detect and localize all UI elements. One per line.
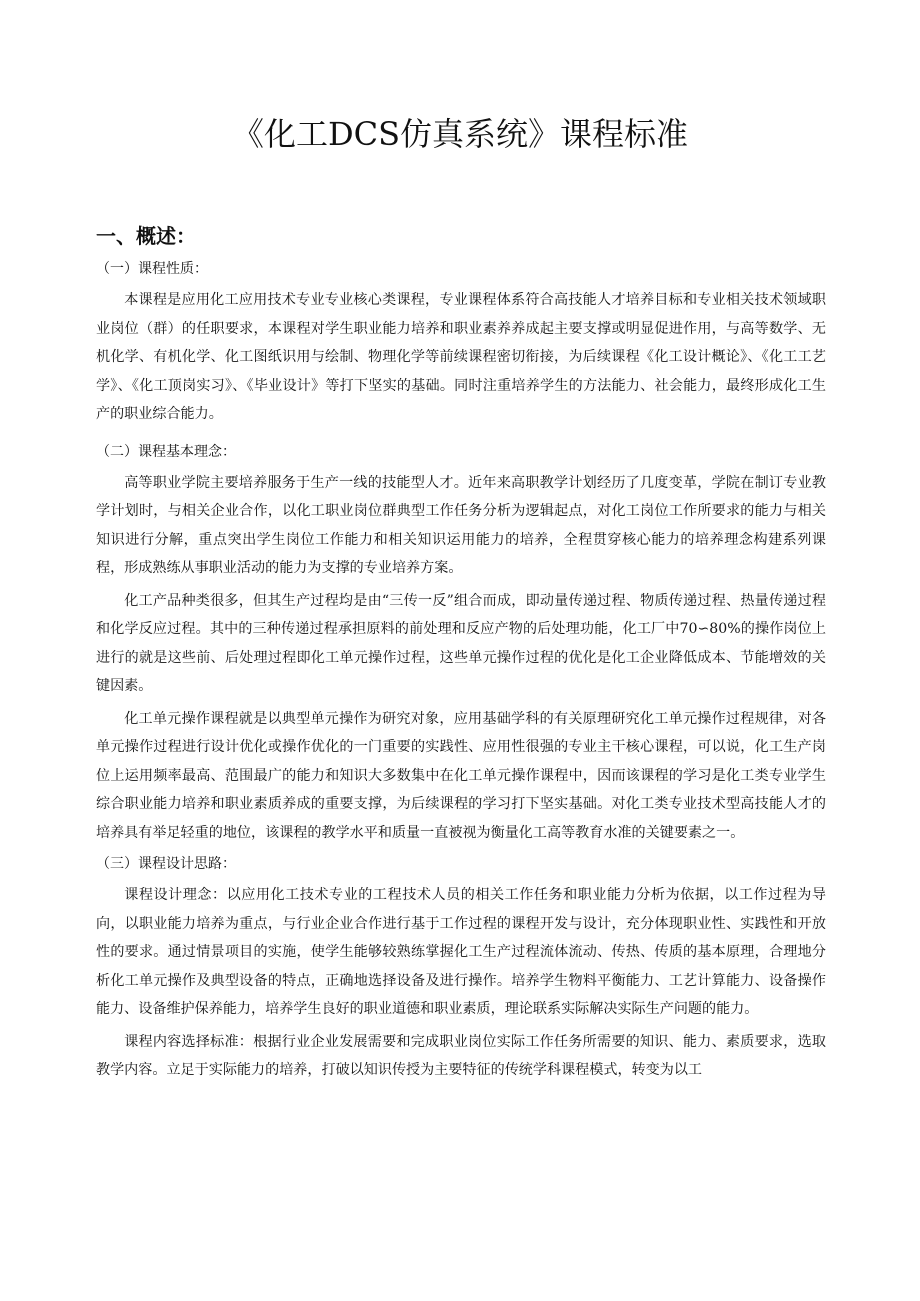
document-title: 《化工DCS仿真系统》课程标准: [231, 115, 689, 153]
subsection-heading-basic-concept: （二）课程基本理念：: [96, 443, 236, 460]
paragraph: 化工单元操作课程就是以典型单元操作为研究对象，应用基础学科的有关原理研究化工单元操作过程规律，对各单元操作过程进行设计优化或操作优化的一门重要的实践性、应用性很强的专业主干核心课程，可以说，化工生产岗位上运用频率最高、范围最广的能力和知识大多数集中在化工单元操作课程中，因而该课程的学习是化工类专业学生综合职业能力培养和职业素质养成的重要支撑，为后续课程的学习打下坚实基础。对化工类专业技术型高技能人才的培养具有举足轻重的地位，该课程的教学水平和质量一直被视为衡量化工高等教育水准的关键要素之一。: [96, 710, 826, 841]
paragraph: 课程内容选择标准：根据行业企业发展需要和完成职业岗位实际工作任务所需要的知识、能力、素质要求，选取教学内容。立足于实际能力的培养，打破以知识传授为主要特征的传统学科课程模式，转变为以工: [96, 1033, 826, 1078]
subsection-heading-design-approach: （三）课程设计思路：: [96, 856, 236, 872]
paragraph: 课程设计理念：以应用化工技术专业的工程技术人员的相关工作任务和职业能力分析为依据，以工作过程为导向，以职业能力培养为重点，与行业企业合作进行基于工作过程的课程开发与设计，充分体现职业性、实践性和开放性的要求。通过情景项目的实施，使学生能够较熟练掌握化工生产过程流体流动、传热、传质的基本原理，合理地分析化工单元操作及典型设备的特点，正确地选择设备及进行操作。培养学生物料平衡能力、工艺计算能力、设备操作能力、设备维护保养能力，培养学生良好的职业道德和职业素质，理论联系实际解决实际生产问题的能力。: [96, 887, 826, 1017]
document-body: [96, 222, 826, 1089]
paragraph: 化工产品种类很多，但其生产过程均是由“三传一反”组合而成，即动量传递过程、物质传递过程、热量传递过程和化学反应过程。其中的三种传递过程承担原料的前处理和反应产物的后处理功能，化工厂中70∽80%的操作岗位上进行的就是这些前、后处理过程即化工单元操作过程，这些单元操作过程的优化是化工企业降低成本、节能增效的关键因素。: [96, 592, 826, 694]
paragraph: 本课程是应用化工应用技术专业专业核心类课程，专业课程体系符合高技能人才培养目标和专业相关技术领域职业岗位（群）的任职要求，本课程对学生职业能力培养和职业素养养成起主要支撑或明显促进作用，与高等数学、无机化学、有机化学、化工图纸识用与绘制、物理化学等前续课程密切衔接，为后续课程《化工设计概论》、《化工工艺学》、《化工顶岗实习》、《毕业设计》等打下坚实的基础。同时注重培养学生的方法能力、社会能力，最终形成化工生产的职业综合能力。: [96, 292, 826, 422]
section-heading-overview: 一、概述：: [96, 224, 196, 248]
paragraph: 高等职业学院主要培养服务于生产一线的技能型人才。近年来高职教学计划经历了几度变革，学院在制订专业教学计划时，与相关企业合作，以化工职业岗位群典型工作任务分析为逻辑起点，对化工岗位工作所要求的能力与相关知识进行分解，重点突出学生岗位工作能力和相关知识运用能力的培养，全程贯穿核心能力的培养理念构建系列课程，形成熟练从事职业活动的能力为支撑的专业培养方案。: [96, 474, 826, 576]
subsection-heading-course-nature: （一）课程性质：: [96, 261, 208, 277]
